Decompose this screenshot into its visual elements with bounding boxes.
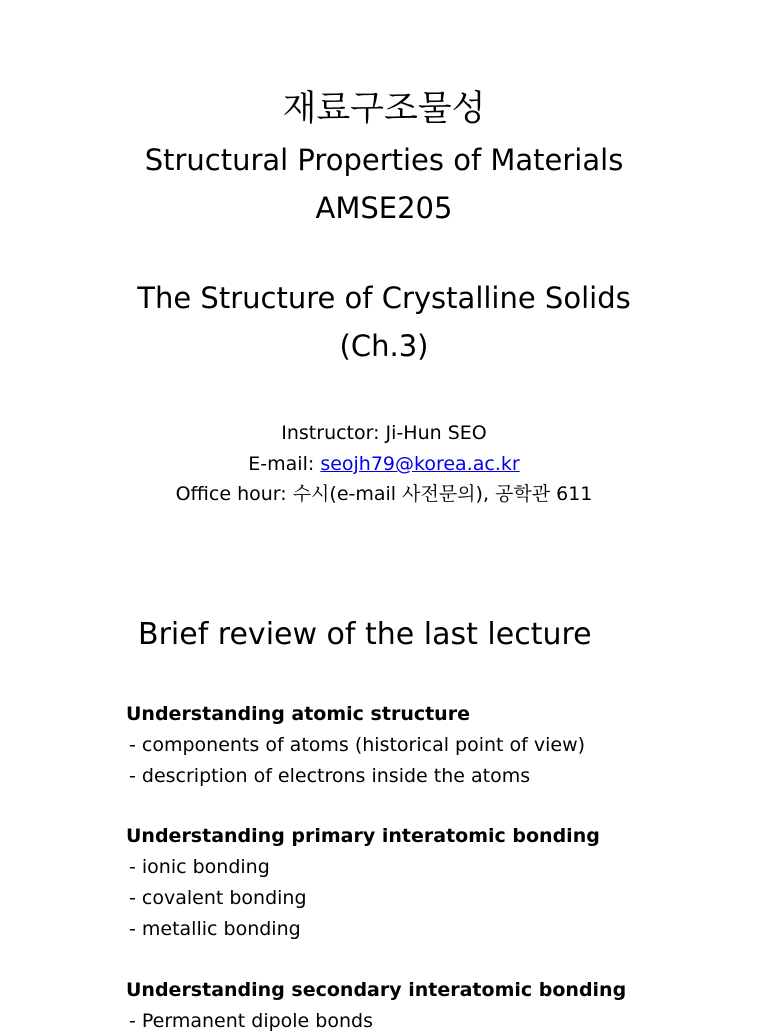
list-item: - description of electrons inside the atoms [129,765,531,787]
section-heading-atomic-structure: Understanding atomic structure [126,703,470,725]
list-item: - covalent bonding [129,887,307,909]
email-label: E-mail: [248,453,321,475]
list-item: - ionic bonding [129,856,270,878]
section-heading-secondary-bonding: Understanding secondary interatomic bonding [126,979,627,1001]
office-hour-info: Office hour: 수시(e-mail 사전문의), 공학관 611 [175,483,593,505]
list-item: - metallic bonding [129,918,301,940]
review-slide-title: Brief review of the last lecture [138,617,592,652]
list-item: - components of atoms (historical point of view) [129,734,586,756]
course-title-korean: 재료구조물성 [282,89,486,129]
list-item: - Permanent dipole bonds [129,1010,373,1032]
instructor-info: Instructor: Ji-Hun SEO [281,422,487,444]
course-code: AMSE205 [315,191,453,225]
review-slide [0,590,768,1032]
lecture-subtitle-line1: The Structure of Crystalline Solids [137,281,631,315]
lecture-subtitle-line2: (Ch.3) [339,329,429,363]
email-info [0,455,768,474]
section-heading-primary-bonding: Understanding primary interatomic bonding [126,825,600,847]
email-link[interactable]: seojh79@korea.ac.kr [320,453,520,475]
course-title-english: Structural Properties of Materials [144,143,624,177]
